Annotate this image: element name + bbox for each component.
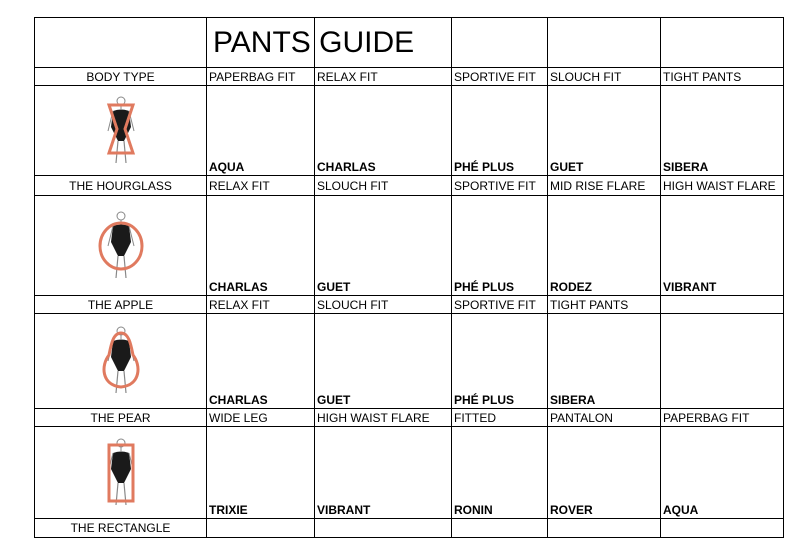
body-type-image bbox=[35, 314, 206, 408]
body-type-header: BODY TYPE bbox=[86, 69, 155, 84]
product-name: CHARLAS bbox=[209, 280, 268, 294]
product-name: GUET bbox=[317, 393, 351, 407]
product-name: PHÉ PLUS bbox=[454, 393, 515, 407]
body-type-label: THE RECTANGLE bbox=[70, 521, 171, 535]
fit-header bbox=[661, 296, 783, 313]
product-name: ROVER bbox=[550, 503, 593, 517]
fit-header: PAPERBAG FIT bbox=[209, 69, 296, 84]
product-name: SIBERA bbox=[663, 160, 709, 174]
grid-line-h bbox=[34, 537, 784, 538]
fit-header: SLOUCH FIT bbox=[550, 69, 622, 84]
fit-header: RELAX FIT bbox=[317, 69, 378, 84]
product-name: PHÉ PLUS bbox=[454, 160, 515, 174]
grid-line-v bbox=[783, 17, 784, 538]
fit-header: HIGH WAIST FLARE bbox=[663, 178, 776, 193]
fit-header: TIGHT PANTS bbox=[550, 297, 629, 312]
product-name: AQUA bbox=[209, 160, 245, 174]
product-name: RODEZ bbox=[550, 280, 592, 294]
body-type-image bbox=[35, 196, 206, 295]
fit-header: SPORTIVE FIT bbox=[454, 69, 536, 84]
product-name: GUET bbox=[317, 280, 351, 294]
product-name: AQUA bbox=[663, 503, 699, 517]
body-type-label: THE PEAR bbox=[90, 410, 151, 425]
fit-header: SLOUCH FIT bbox=[317, 178, 389, 193]
fit-header: SLOUCH FIT bbox=[317, 297, 389, 312]
body-type-image bbox=[35, 427, 206, 518]
product-name: CHARLAS bbox=[317, 160, 376, 174]
fit-header: FITTED bbox=[454, 410, 496, 425]
hourglass-body-figure bbox=[91, 91, 151, 171]
fit-header: PANTALON bbox=[550, 410, 613, 425]
pear-body-figure bbox=[91, 321, 151, 401]
fit-header: RELAX FIT bbox=[209, 178, 270, 193]
product-name: VIBRANT bbox=[663, 280, 717, 294]
fit-header: TIGHT PANTS bbox=[663, 69, 742, 84]
product-name bbox=[661, 314, 783, 408]
product-name: RONIN bbox=[454, 503, 493, 517]
fit-header: PAPERBAG FIT bbox=[663, 410, 750, 425]
apple-body-figure bbox=[91, 206, 151, 286]
product-name: GUET bbox=[550, 160, 584, 174]
page-title: PANTS GUIDE bbox=[213, 25, 415, 59]
fit-header: RELAX FIT bbox=[209, 297, 270, 312]
fit-header: SPORTIVE FIT bbox=[454, 178, 536, 193]
fit-header: HIGH WAIST FLARE bbox=[317, 410, 430, 425]
body-type-label: THE APPLE bbox=[87, 297, 154, 312]
product-name: VIBRANT bbox=[317, 503, 371, 517]
body-type-image bbox=[35, 86, 206, 175]
fit-header: MID RISE FLARE bbox=[550, 178, 646, 193]
body-type-label: THE HOURGLASS bbox=[69, 178, 172, 193]
fit-header: SPORTIVE FIT bbox=[454, 297, 536, 312]
product-name: PHÉ PLUS bbox=[454, 280, 515, 294]
product-name: TRIXIE bbox=[209, 503, 248, 517]
rectangle-body-figure bbox=[91, 433, 151, 513]
fit-header: WIDE LEG bbox=[209, 410, 268, 425]
product-name: CHARLAS bbox=[209, 393, 268, 407]
product-name: SIBERA bbox=[550, 393, 596, 407]
